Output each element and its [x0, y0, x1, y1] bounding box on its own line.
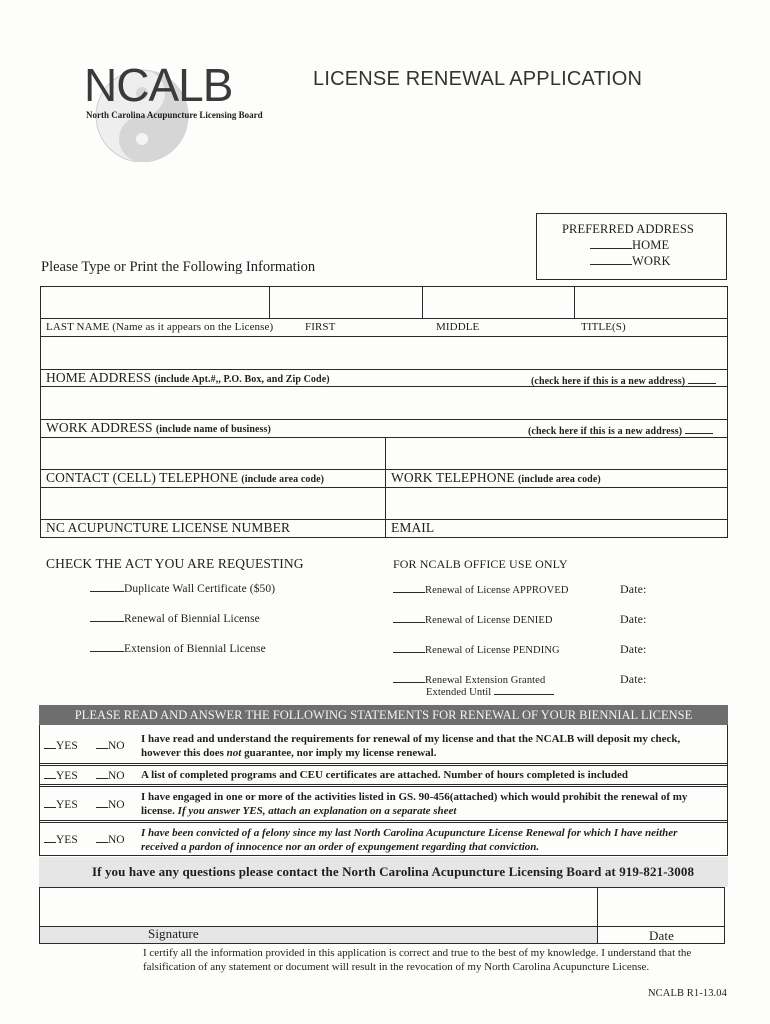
q2-no[interactable]: NO [96, 768, 125, 782]
signature-label: Signature [148, 926, 199, 941]
last-name-field[interactable] [41, 287, 269, 318]
q4-yes[interactable]: YES [44, 832, 78, 846]
q4-text: I have been convicted of a felony since my last North Carolina Acupuncture License Renewal for which I have neither received a pardon of innocence nor an order of expungement regarding that conviction. [141, 827, 678, 853]
preferred-work-option[interactable] [590, 254, 671, 269]
office-date-2: Date: [620, 612, 647, 626]
last-name-label: LAST NAME (Name as it appears on the License) [46, 321, 274, 333]
office-date-4: Date: [620, 672, 647, 686]
middle-name-field[interactable] [423, 287, 574, 318]
q3-text: I have engaged in one or more of the activities listed in GS. 90-456(attached) which would prohibit the renewal of my license. If you answer YES, attach an explanation on a separate sheet [141, 791, 688, 817]
q2-text: A list of completed programs and CEU certificates are attached. Number of hours completed is included [141, 769, 629, 781]
q3-no[interactable]: NO [96, 797, 125, 811]
license-number-field[interactable] [41, 488, 385, 519]
office-approved: Renewal of License APPROVED [393, 582, 569, 596]
page-title: LICENSE RENEWAL APPLICATION [313, 68, 643, 90]
statements-banner: PLEASE READ AND ANSWER THE FOLLOWING STATEMENTS FOR RENEWAL OF YOUR BIENNIAL LICENSE [39, 705, 728, 725]
cell-phone-field[interactable] [41, 438, 385, 469]
date-field[interactable] [598, 888, 724, 926]
work-address-label: WORK ADDRESS (include name of business) [46, 420, 271, 435]
office-date-1: Date: [620, 582, 647, 596]
certification-text: I certify all the information provided in this application is correct and true to the best of my knowledge. I understand that the falsification of any statement or document will result in the revocation of my North Carolina Acupuncture License. [143, 947, 692, 973]
titles-field[interactable] [575, 287, 727, 318]
q3-yes[interactable]: YES [44, 797, 78, 811]
preferred-home-label: HOME [632, 238, 670, 252]
work-phone-field[interactable] [386, 438, 727, 469]
q4-no[interactable]: NO [96, 832, 125, 846]
preferred-home-option[interactable] [590, 238, 669, 253]
email-field[interactable] [386, 488, 727, 519]
date-label: Date [649, 928, 674, 943]
home-address-label: HOME ADDRESS (include Apt.#,, P.O. Box, and Zip Code) [46, 370, 330, 385]
work-phone-label: WORK TELEPHONE (include area code) [391, 470, 601, 485]
work-new-address-check[interactable]: (check here if this is a new address) [528, 423, 713, 437]
logo-text: NCALB [84, 59, 233, 111]
home-address-field[interactable] [41, 337, 727, 369]
home-new-address-check[interactable]: (check here if this is a new address) [531, 373, 716, 387]
form-code: NCALB R1-13.04 [648, 988, 727, 999]
logo-subtitle: North Carolina Acupuncture Licensing Board [86, 110, 263, 120]
q1-text: I have read and understand the requirements for renewal of my license and that the NCALB will deposit my check, however this does not guarantee, nor imply my license renewal. [141, 733, 681, 759]
q2-yes[interactable]: YES [44, 768, 78, 782]
signature-label-bar [40, 927, 597, 943]
act-option-extension[interactable]: Extension of Biennial License [90, 641, 266, 655]
q1-yes[interactable]: YES [44, 738, 78, 752]
contact-text: If you have any questions please contact the North Carolina Acupuncture Licensing Board at 919-821-3008 [92, 864, 695, 879]
act-option-renewal[interactable]: Renewal of Biennial License [90, 611, 260, 625]
license-number-label: NC ACUPUNCTURE LICENSE NUMBER [46, 520, 291, 535]
email-label: EMAIL [391, 520, 435, 535]
preferred-address-title: PREFERRED ADDRESS [562, 222, 694, 236]
work-address-field[interactable] [41, 387, 727, 419]
logo [82, 59, 263, 162]
preferred-work-label: WORK [632, 254, 671, 268]
office-extension-granted: Renewal Extension Granted [393, 672, 545, 686]
q1-no[interactable]: NO [96, 738, 125, 752]
office-denied: Renewal of License DENIED [393, 612, 553, 626]
act-heading: CHECK THE ACT YOU ARE REQUESTING [46, 556, 304, 571]
office-pending: Renewal of License PENDING [393, 642, 560, 656]
signature-field[interactable] [40, 888, 597, 926]
act-option-duplicate[interactable]: Duplicate Wall Certificate ($50) [90, 581, 275, 595]
office-heading: FOR NCALB OFFICE USE ONLY [393, 557, 568, 571]
instruction-text: Please Type or Print the Following Information [41, 259, 316, 275]
titles-label: TITLE(S) [581, 321, 626, 333]
first-name-label: FIRST [305, 321, 336, 333]
cell-phone-label: CONTACT (CELL) TELEPHONE (include area code) [46, 470, 325, 485]
middle-name-label: MIDDLE [436, 321, 480, 333]
first-name-field[interactable] [270, 287, 422, 318]
office-extended-until: Extended Until [426, 684, 554, 698]
office-date-3: Date: [620, 642, 647, 656]
